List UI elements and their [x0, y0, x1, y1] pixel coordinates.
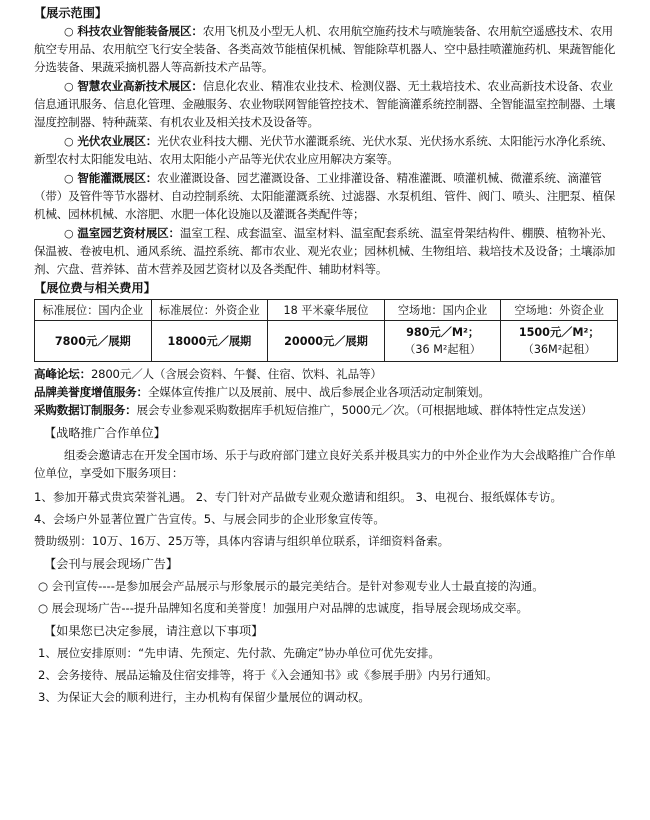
zone-irrigation [34, 170, 616, 224]
price-main: 20000元／展期 [284, 334, 368, 348]
zone-text: 信息化农业、精准农业技术、检测仪器、无土栽培技术、农业高新技术设备、农业信息通讯服务、信息化管理、金融服务、农业物联网智能管控技术、智能滴灌系统控制器、全智能温室控制器、土壤湿度控制器、特种蔬菜、有机农业及相关技术及设备等。 [34, 78, 616, 129]
service-label: 采购数据订制服务： [34, 403, 137, 418]
service-text: 2800元／人（含展会资料、午餐、住宿、饮料、礼品等） [90, 367, 382, 382]
zone-smart-agri [34, 78, 616, 132]
zone-name: 智能灌溉展区： [77, 170, 158, 185]
zone-name: 科技农业智能装备展区： [77, 23, 203, 38]
partner-benefits-line-1: 1、参加开幕式贵宾荣誉礼遇。 2、专门针对产品做专业观众邀请和组织。 3、电视台、报纸媒体专访。 [34, 490, 563, 505]
price-main: 1500元／M²； [518, 326, 600, 340]
service-brand [34, 384, 616, 402]
zone-tech-equipment [34, 23, 616, 77]
service-text: 展会专业参观采购数据库手机短信推广，5000元／次。（可根据地域、群体特性定点发送） [136, 403, 593, 418]
zone-name: 温室园艺资材展区： [77, 225, 180, 240]
fees-table [34, 299, 618, 362]
partner-benefits-line-2: 4、会场户外显著位置广告宣传。5、与展会同步的企业形象宣传等。 [34, 512, 385, 527]
table-header-cell: 18 平米豪华展位 [268, 300, 385, 321]
note-item: 3、为保证大会的顺利进行，主办机构有保留少量展位的调动权。 [38, 689, 371, 704]
section-title-ads: 【会刊与展会现场广告】 [44, 557, 179, 572]
price-cell [268, 321, 385, 362]
zone-photovoltaic [34, 133, 616, 169]
circle-bullet-icon: ○ [64, 226, 74, 240]
section-title-notes: 【如果您已决定参展，请注意以下事项】 [44, 623, 264, 638]
circle-bullet-icon: ○ [64, 171, 74, 185]
section-title-fees: 【展位费与相关费用】 [34, 281, 156, 296]
service-label: 品牌美誉度增值服务： [34, 385, 148, 400]
price-cell [384, 321, 501, 362]
table-row [35, 321, 618, 362]
zone-name: 智慧农业高新技术展区： [77, 78, 203, 93]
zone-text: 农用飞机及小型无人机、农用航空施药技术与喷施装备、农用航空遥感技术、农用航空专用品、农用航空飞行安全装备、各类高效节能植保机械、智能除草机器人、空中悬挂喷灌施药机、果蔬智能化分选装备、果蔬采摘机器人等高新技术产品等。 [34, 23, 616, 74]
circle-bullet-icon: ○ [64, 24, 74, 38]
price-main: 980元／M²； [406, 326, 480, 340]
price-main: 7800元／展期 [54, 334, 131, 348]
ad-catalog: ○ 会刊宣传----是参加展会产品展示与形象展示的最完美结合。是针对参观专业人士最直接的沟通。 [38, 578, 544, 593]
circle-bullet-icon: ○ [64, 134, 74, 148]
service-text: 全媒体宣传推广以及展前、展中、战后参展企业各项活动定制策划。 [147, 385, 490, 400]
zone-greenhouse [34, 225, 616, 279]
table-header-cell: 空场地：外资企业 [501, 300, 618, 321]
price-sub: （36 M²起租） [404, 343, 481, 357]
zone-text: 温室工程、成套温室、温室材料、温室配套系统、温室骨架结构件、棚膜、植物补光、保温被、卷被电机、通风系统、温控系统、都市农业、观光农业；园林机械、生物组培、栽培技术及设备；土壤添加剂、穴盘、营养钵、苗木营养及园艺资材以及各类配件、辅助材料等。 [34, 225, 616, 276]
note-item: 2、会务接待、展品运输及住宿安排等，将于《入会通知书》或《参展手册》内另行通知。 [38, 667, 498, 682]
zone-text: 光伏农业科技大棚、光伏节水灌溉系统、光伏水泵、光伏扬水系统、太阳能污水净化系统、新型农村太阳能发电站、农用太阳能小产品等光伏农业应用解决方案等。 [34, 133, 613, 166]
note-item: 1、展位安排原则：“先申请、先预定、先付款、先确定”协办单位可优先安排。 [38, 645, 440, 660]
section-title-partner: 【战略推广合作单位】 [44, 426, 166, 441]
ad-onsite: ○ 展会现场广告---提升品牌知名度和美誉度！加强用户对品牌的忠诚度，指导展会现场成交率。 [38, 600, 529, 615]
table-header-row [35, 300, 618, 321]
zone-name: 光伏农业展区： [77, 133, 158, 148]
circle-bullet-icon: ○ [64, 79, 74, 93]
service-data [34, 402, 616, 420]
price-sub: （36M²起租） [522, 343, 596, 357]
service-forum [34, 366, 616, 384]
table-header-cell: 空场地：国内企业 [384, 300, 501, 321]
service-label: 高峰论坛： [34, 367, 91, 382]
price-cell [501, 321, 618, 362]
price-cell [35, 321, 152, 362]
zone-text: 农业灌溉设备、园艺灌溉设备、工业排灌设备、精准灌溉、喷灌机械、微灌系统、滴灌管（带）及管件等节水器材、自动控制系统、太阳能灌溉系统、过滤器、水泵机组、管件、阀门、喷头、注肥泵、植保机械、园林机械、水溶肥、水肥一体化设施以及灌溉各类配件等； [34, 170, 616, 221]
table-header-cell: 标准展位：国内企业 [35, 300, 152, 321]
section-title-scope: 【展示范围】 [34, 6, 108, 20]
price-cell [151, 321, 268, 362]
sponsor-levels: 赞助级别：10万、16万、25万等，具体内容请与组织单位联系，详细资料备索。 [34, 534, 450, 549]
price-main: 18000元／展期 [167, 334, 252, 348]
table-header-cell: 标准展位：外资企业 [151, 300, 268, 321]
partner-intro: 组委会邀请志在开发全国市场、乐于与政府部门建立良好关系并极具实力的中外企业作为大会战略推广合作单位单位，享受如下服务项目： [34, 448, 616, 481]
